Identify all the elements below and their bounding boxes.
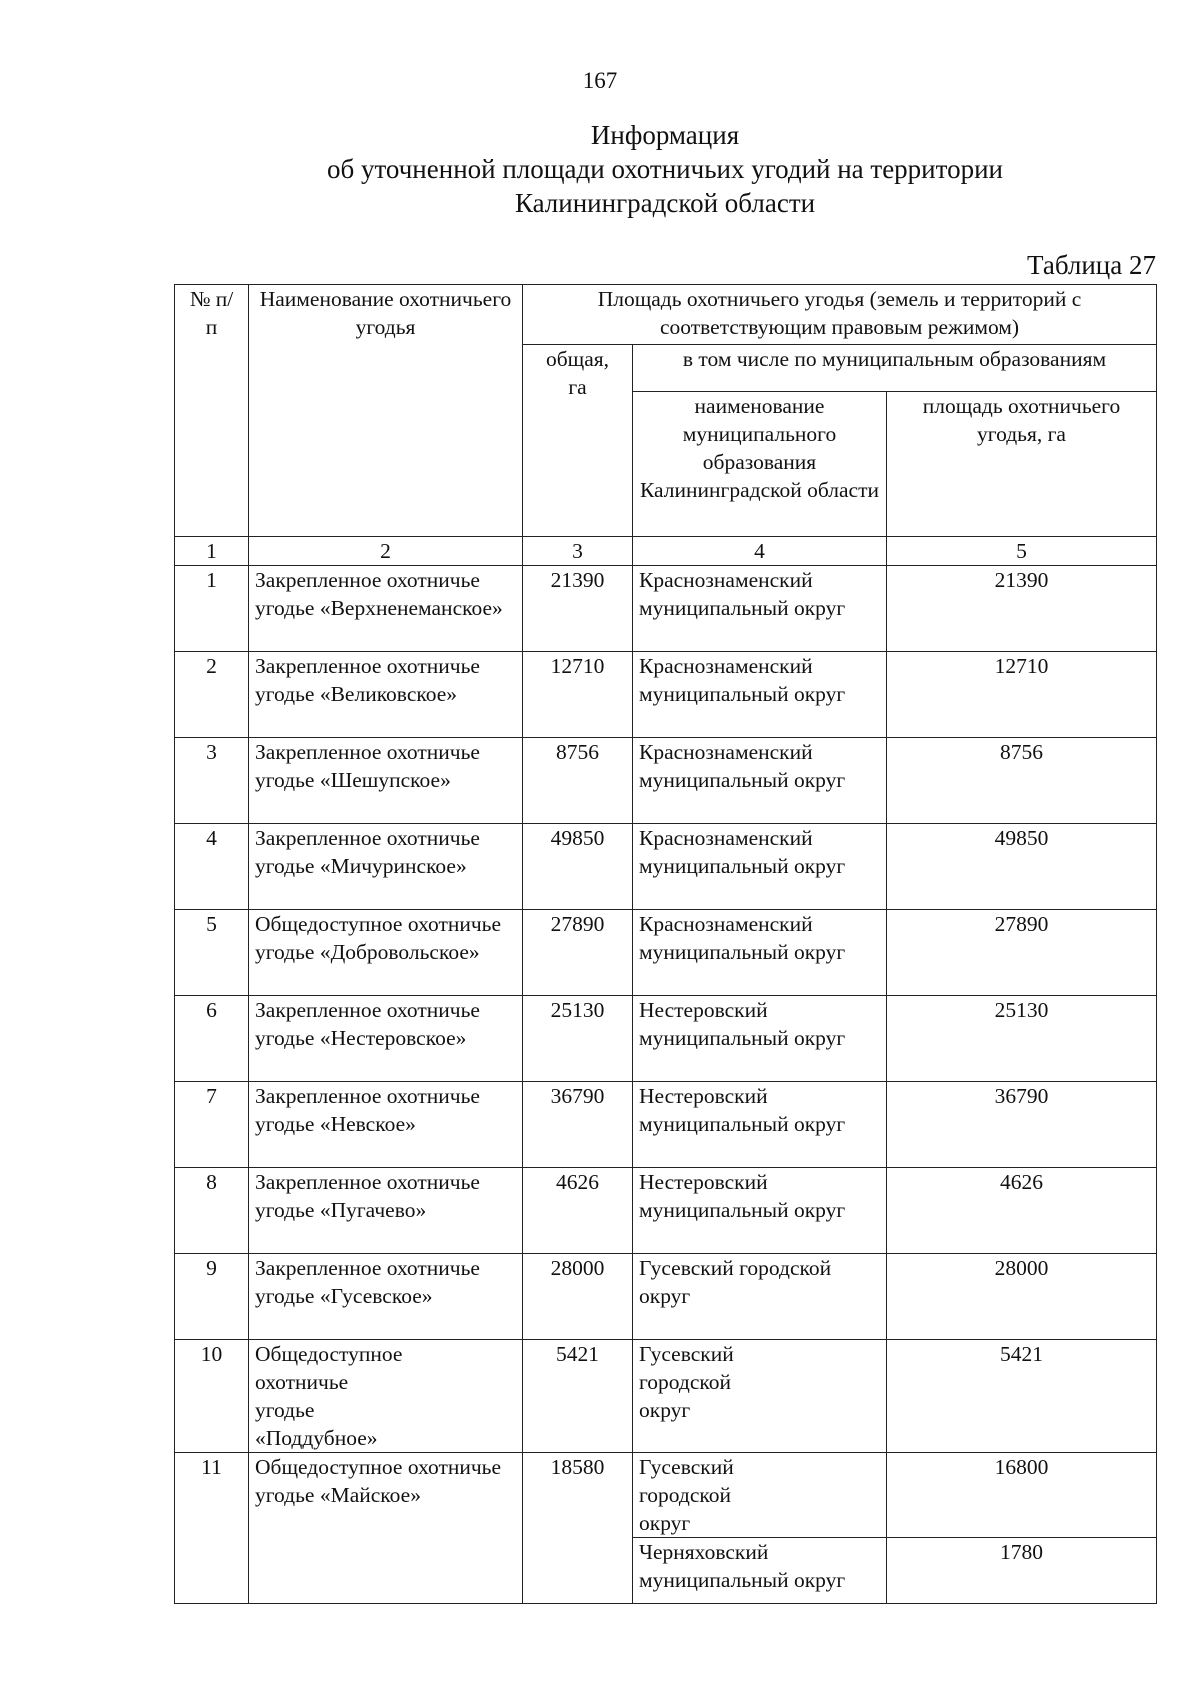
table-row bbox=[175, 910, 1157, 996]
total-area: 12710 bbox=[523, 652, 633, 738]
column-number: 2 bbox=[249, 537, 523, 566]
total-area: 36790 bbox=[523, 1082, 633, 1168]
header-municipality-name: наименование муниципального образования Калининградской области bbox=[633, 392, 887, 537]
table-row bbox=[175, 566, 1157, 652]
header-area-group: Площадь охотничьего угодья (земель и территорий с соответствующим правовым режимом) bbox=[523, 285, 1157, 345]
row-number: 1 bbox=[175, 566, 249, 652]
municipality-area: 16800 bbox=[887, 1453, 1157, 1538]
page-number: 167 bbox=[582, 68, 618, 93]
municipality-area: 28000 bbox=[887, 1254, 1157, 1340]
municipality-name: Нестеровский муниципальный округ bbox=[633, 996, 887, 1082]
municipality-area: 8756 bbox=[887, 738, 1157, 824]
hunting-ground-name: Закрепленное охотничье угодье «Верхненеманское» bbox=[249, 566, 523, 652]
row-number: 6 bbox=[175, 996, 249, 1082]
row-number: 4 bbox=[175, 824, 249, 910]
municipality-area: 5421 bbox=[887, 1340, 1157, 1453]
municipality-name: Краснознаменский муниципальный округ bbox=[633, 738, 887, 824]
hunting-grounds-table bbox=[174, 284, 1157, 1604]
total-area: 4626 bbox=[523, 1168, 633, 1254]
hunting-ground-name: Закрепленное охотничье угодье «Великовское» bbox=[249, 652, 523, 738]
header-municipality-area: площадь охотничьего угодья, га bbox=[887, 392, 1157, 537]
hunting-ground-name: Закрепленное охотничье угодье «Пугачево» bbox=[249, 1168, 523, 1254]
total-area: 28000 bbox=[523, 1254, 633, 1340]
table-row bbox=[175, 1168, 1157, 1254]
municipality-area: 4626 bbox=[887, 1168, 1157, 1254]
table-label: Таблица 27 bbox=[1027, 250, 1156, 280]
document-title bbox=[0, 118, 1200, 220]
row-number: 3 bbox=[175, 738, 249, 824]
total-area: 21390 bbox=[523, 566, 633, 652]
table-row bbox=[175, 1254, 1157, 1340]
municipality-name: Гусевский городской округ bbox=[633, 1453, 887, 1538]
title-line-1: Информация bbox=[590, 120, 740, 150]
municipality-name: Гусевский городской округ bbox=[633, 1340, 887, 1453]
municipality-name: Нестеровский муниципальный округ bbox=[633, 1082, 887, 1168]
hunting-ground-name: Общедоступное охотничье угодье «Майское» bbox=[249, 1453, 523, 1604]
municipality-area: 25130 bbox=[887, 996, 1157, 1082]
municipality-name: Краснознаменский муниципальный округ bbox=[633, 824, 887, 910]
total-area: 18580 bbox=[523, 1453, 633, 1604]
municipality-area: 27890 bbox=[887, 910, 1157, 996]
hunting-ground-name: Закрепленное охотничье угодье «Невское» bbox=[249, 1082, 523, 1168]
municipality-name: Краснознаменский муниципальный округ bbox=[633, 910, 887, 996]
municipality-name: Гусевский городской округ bbox=[633, 1254, 887, 1340]
total-area: 25130 bbox=[523, 996, 633, 1082]
column-number: 1 bbox=[175, 537, 249, 566]
hunting-ground-name: Общедоступное охотничье угодье «Поддубное» bbox=[249, 1340, 523, 1453]
municipality-area: 1780 bbox=[887, 1538, 1157, 1604]
row-number: 10 bbox=[175, 1340, 249, 1453]
total-area: 8756 bbox=[523, 738, 633, 824]
hunting-ground-name: Закрепленное охотничье угодье «Гусевское» bbox=[249, 1254, 523, 1340]
hunting-ground-name: Закрепленное охотничье угодье «Нестеровское» bbox=[249, 996, 523, 1082]
total-area: 49850 bbox=[523, 824, 633, 910]
municipality-area: 12710 bbox=[887, 652, 1157, 738]
table-row bbox=[175, 996, 1157, 1082]
hunting-ground-name: Закрепленное охотничье угодье «Мичуринское» bbox=[249, 824, 523, 910]
header-name: Наименование охотничьего угодья bbox=[249, 285, 523, 537]
row-number: 2 bbox=[175, 652, 249, 738]
hunting-ground-name: Закрепленное охотничье угодье «Шешупское» bbox=[249, 738, 523, 824]
header-by-municipality: в том числе по муниципальным образованиям bbox=[633, 345, 1157, 392]
municipality-area: 49850 bbox=[887, 824, 1157, 910]
title-line-2: об уточненной площади охотничьих угодий на территории bbox=[327, 154, 1003, 184]
table-row bbox=[175, 1082, 1157, 1168]
column-number: 4 bbox=[633, 537, 887, 566]
row-number: 8 bbox=[175, 1168, 249, 1254]
row-number: 11 bbox=[175, 1453, 249, 1604]
table-row bbox=[175, 1453, 1157, 1538]
column-number: 5 bbox=[887, 537, 1157, 566]
municipality-area: 36790 bbox=[887, 1082, 1157, 1168]
municipality-area: 21390 bbox=[887, 566, 1157, 652]
row-number: 9 bbox=[175, 1254, 249, 1340]
total-area: 5421 bbox=[523, 1340, 633, 1453]
row-number: 7 bbox=[175, 1082, 249, 1168]
table-row bbox=[175, 652, 1157, 738]
table-row bbox=[175, 738, 1157, 824]
header-total: общая, га bbox=[523, 345, 633, 537]
table-row bbox=[175, 1340, 1157, 1453]
table-row bbox=[175, 824, 1157, 910]
total-area: 27890 bbox=[523, 910, 633, 996]
title-line-3: Калининградской области bbox=[514, 188, 816, 218]
municipality-name: Краснознаменский муниципальный округ bbox=[633, 566, 887, 652]
column-number: 3 bbox=[523, 537, 633, 566]
row-number: 5 bbox=[175, 910, 249, 996]
hunting-ground-name: Общедоступное охотничье угодье «Добровольское» bbox=[249, 910, 523, 996]
municipality-name: Нестеровский муниципальный округ bbox=[633, 1168, 887, 1254]
municipality-name: Краснознаменский муниципальный округ bbox=[633, 652, 887, 738]
municipality-name: Черняховский муниципальный округ bbox=[633, 1538, 887, 1604]
header-number: № п/п bbox=[175, 285, 249, 537]
